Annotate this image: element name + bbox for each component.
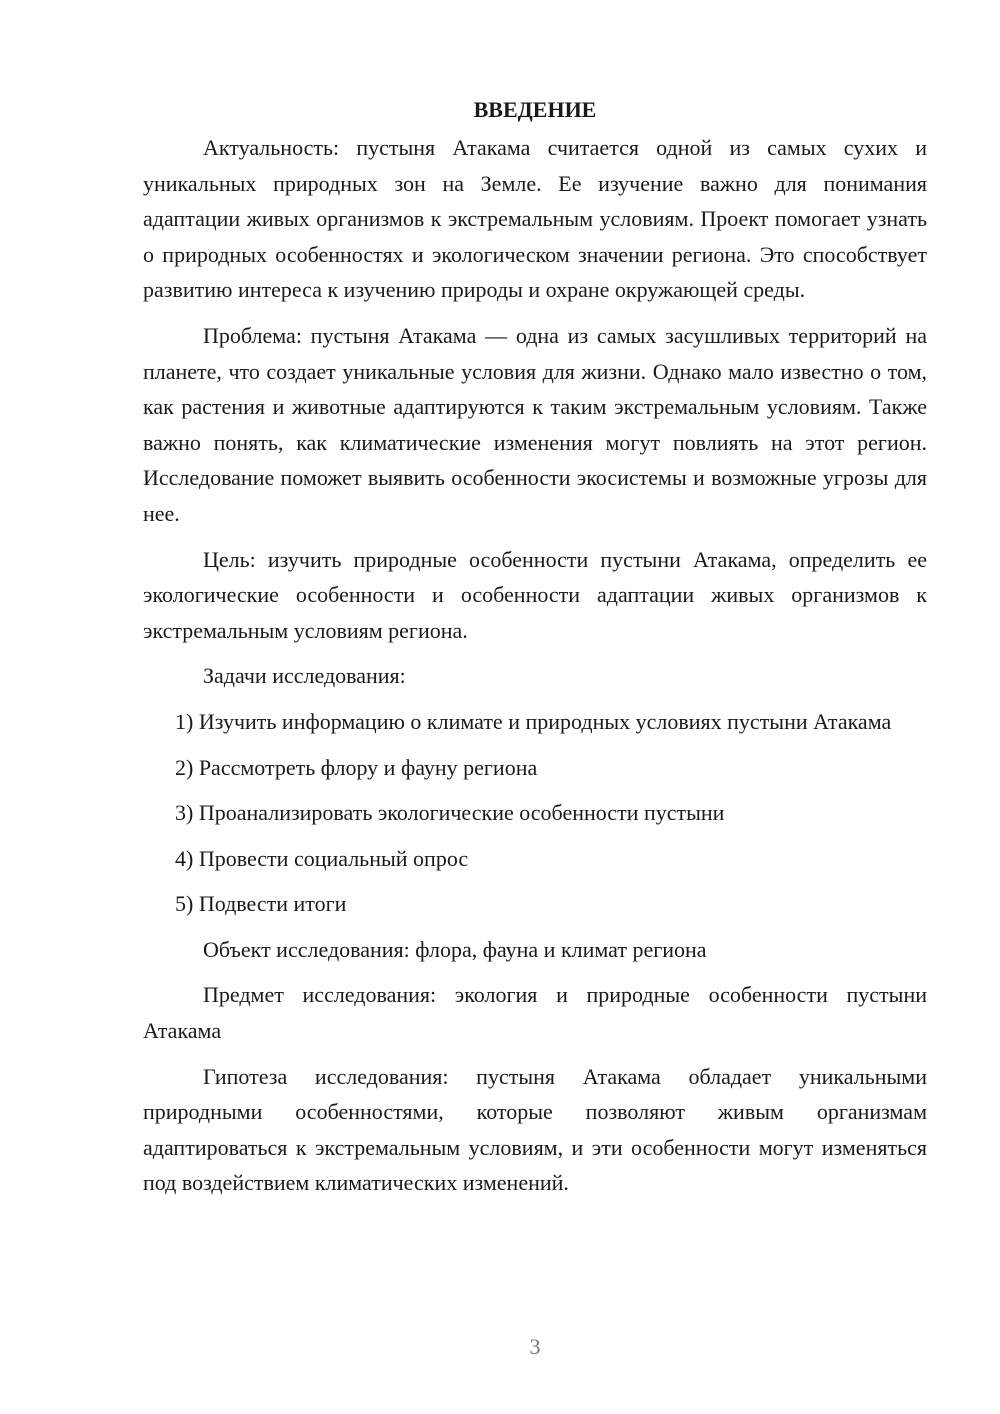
task-item-2: 2) Рассмотреть флору и фауну региона: [175, 754, 538, 780]
goal-paragraph: Цель: изучить природные особенности пустыни Атакама, определить ее экологические особенности и особенности адаптации живых организмов к экстремальным условиям региона.: [143, 546, 927, 643]
object-paragraph: Объект исследования: флора, фауна и климат региона: [203, 936, 707, 962]
page-number: 3: [529, 1334, 541, 1359]
task-item-4: 4) Провести социальный опрос: [175, 845, 469, 871]
hypothesis-paragraph: Гипотеза исследования: пустыня Атакама обладает уникальными природными особенностями, которые позволяют живым организмам адаптироваться к экстремальным условиям, и эти особенности могут изменяться под воздействием климатических изменений.: [143, 1063, 927, 1196]
document-page: [143, 92, 927, 1211]
problem-paragraph: Проблема: пустыня Атакама — одна из самых засушливых территорий на планете, что создает уникальные условия для жизни. Однако мало известно о том, как растения и животные адаптируются к таким экстремальным условиям. Также важно понять, как климатические изменения могут повлиять на этот регион. Исследование поможет выявить особенности экосистемы и возможные угрозы для нее.: [143, 322, 927, 526]
task-item-3: 3) Проанализировать экологические особенности пустыни: [175, 800, 725, 826]
task-item-5: 5) Подвести итоги: [175, 891, 347, 917]
section-heading: ВВЕДЕНИЕ: [473, 97, 597, 122]
relevance-paragraph: Актуальность: пустыня Атакама считается одной из самых сухих и уникальных природных зон на Земле. Ее изучение важно для понимания адаптации живых организмов к экстремальным условиям. Проект помогает узнать о природных особенностях и экологическом значении региона. Это способствует развитию интереса к изучению природы и охране окружающей среды.: [143, 135, 927, 303]
tasks-heading: Задачи исследования:: [203, 663, 406, 689]
subject-paragraph: Предмет исследования: экология и природные особенности пустыни Атакама: [143, 982, 927, 1044]
task-item-1: 1) Изучить информацию о климате и природных условиях пустыни Атакама: [175, 708, 892, 734]
